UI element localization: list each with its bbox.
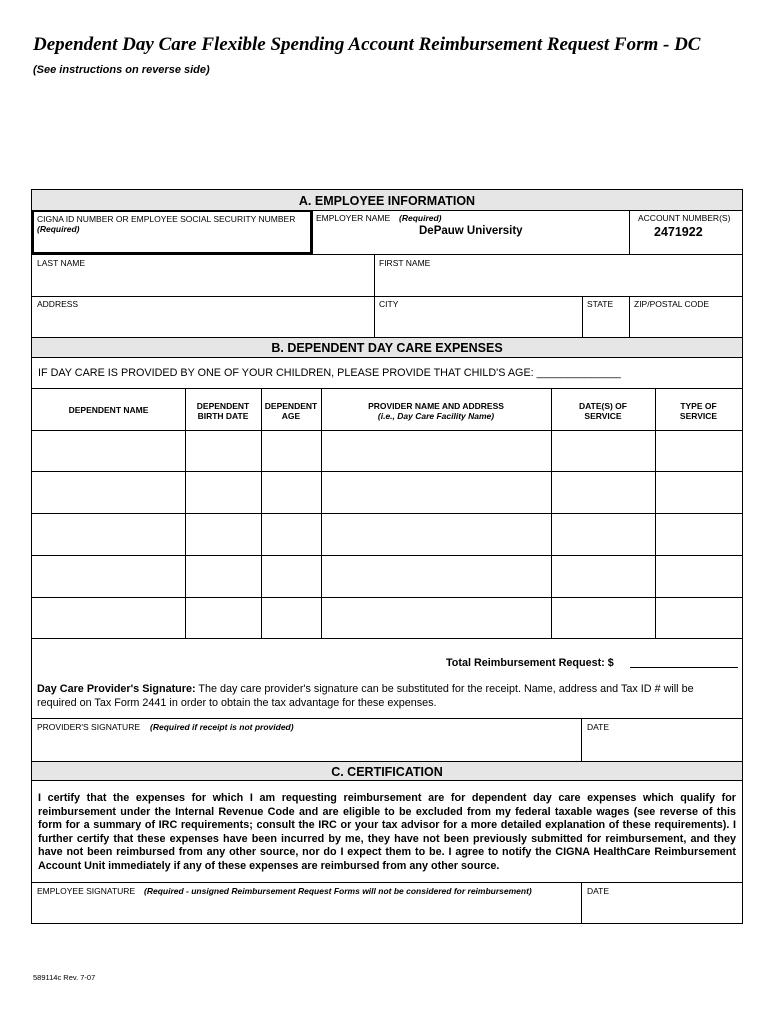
employee-signature-label: EMPLOYEE SIGNATURE (37, 886, 136, 896)
col-provider: PROVIDER NAME AND ADDRESS (i.e., Day Care Facility Name) (368, 401, 504, 421)
col-dependent-name: DEPENDENT NAME (68, 405, 149, 415)
section-b-heading: B. DEPENDENT DAY CARE EXPENSES (32, 338, 742, 357)
col-age: DEPENDENT AGE (264, 401, 318, 421)
provider-date-label: DATE (587, 722, 610, 732)
provider-signature-note: Day Care Provider's Signature: The day care provider's signature can be substituted for the receipt. Name, address and Tax ID # will be required on Tax Form 2441 in order to obtain the tax advantage for these expenses. (37, 683, 694, 709)
total-label: Total Reimbursement Request: $ (446, 657, 614, 669)
employer-name-required: (Required) (399, 213, 442, 223)
last-name-field[interactable] (32, 254, 374, 296)
cigna-id-required: (Required) (37, 224, 80, 234)
first-name-label: FIRST NAME (379, 258, 431, 268)
expense-row[interactable] (32, 556, 742, 596)
total-amount-line[interactable] (630, 667, 738, 668)
form-title: Dependent Day Care Flexible Spending Account Reimbursement Request Form - DC (33, 34, 701, 55)
expense-row[interactable] (32, 514, 742, 554)
certification-text: I certify that the expenses for which I am requesting reimbursement are for dependent day care expenses which qualify for reimbursement under the Internal Revenue Code and are eligible to be excluded from my federal taxable wages (see reverse of this form for a summary of IRC requirements; consult the IRC or your tax advisor for a more detailed explanation of these requirements). I further certify that these expenses have been incurred by me, they have not been previously submitted for reimbursement, and they have not been reimbursed from any other source, nor do I expect them to be. I agree to notify the CIGNA HealthCare Reimbursement Account Unit immediately if any of these expenses are reimbursed from any other source. (38, 792, 736, 872)
providers-signature-required: (Required if receipt is not provided) (150, 722, 294, 732)
zip-label: ZIP/POSTAL CODE (634, 299, 710, 309)
col-type-of-service: TYPE OF SERVICE (679, 401, 718, 421)
cigna-id-label: CIGNA ID NUMBER OR EMPLOYEE SOCIAL SECURITY NUMBER (37, 214, 296, 224)
expense-row[interactable] (32, 431, 742, 471)
last-name-label: LAST NAME (37, 258, 86, 268)
account-number-label: ACCOUNT NUMBER(S) (638, 213, 731, 223)
employer-name-label: EMPLOYER NAME (316, 213, 391, 223)
city-label: CITY (379, 299, 399, 309)
employee-date-field[interactable] (582, 883, 742, 923)
city-field[interactable] (375, 296, 582, 337)
state-label: STATE (587, 299, 614, 309)
employer-name-field[interactable] (313, 210, 629, 254)
account-number-field[interactable] (630, 210, 742, 254)
reimbursement-form (31, 189, 743, 924)
expense-row[interactable] (32, 598, 742, 638)
cigna-id-field[interactable] (32, 210, 312, 254)
zip-field[interactable] (630, 296, 742, 337)
providers-signature-label: PROVIDER'S SIGNATURE (37, 722, 141, 732)
employee-signature-required: (Required - unsigned Reimbursement Request Forms will not be considered for reimbursement) (144, 886, 532, 896)
section-c-heading: C. CERTIFICATION (32, 762, 742, 780)
expense-row[interactable] (32, 472, 742, 512)
child-age-prompt: IF DAY CARE IS PROVIDED BY ONE OF YOUR CHILDREN, PLEASE PROVIDE THAT CHILD'S AGE: ______________ (38, 367, 621, 379)
state-field[interactable] (583, 296, 629, 337)
provider-date-field[interactable] (582, 719, 742, 761)
first-name-field[interactable] (375, 254, 742, 296)
col-dates-of-service: DATE(S) OF SERVICE (578, 401, 627, 421)
address-field[interactable] (32, 296, 374, 337)
employee-date-label: DATE (587, 886, 610, 896)
account-number-value: 2471922 (654, 225, 703, 239)
employer-name-value: DePauw University (419, 225, 523, 237)
form-subtitle: (See instructions on reverse side) (33, 64, 210, 76)
col-birth-date: DEPENDENT BIRTH DATE (196, 401, 250, 421)
providers-signature-field[interactable] (32, 719, 581, 761)
employee-signature-field[interactable] (32, 883, 581, 923)
address-label: ADDRESS (37, 299, 79, 309)
form-number: 589114c Rev. 7-07 (33, 973, 96, 982)
section-a-heading: A. EMPLOYEE INFORMATION (32, 190, 742, 210)
